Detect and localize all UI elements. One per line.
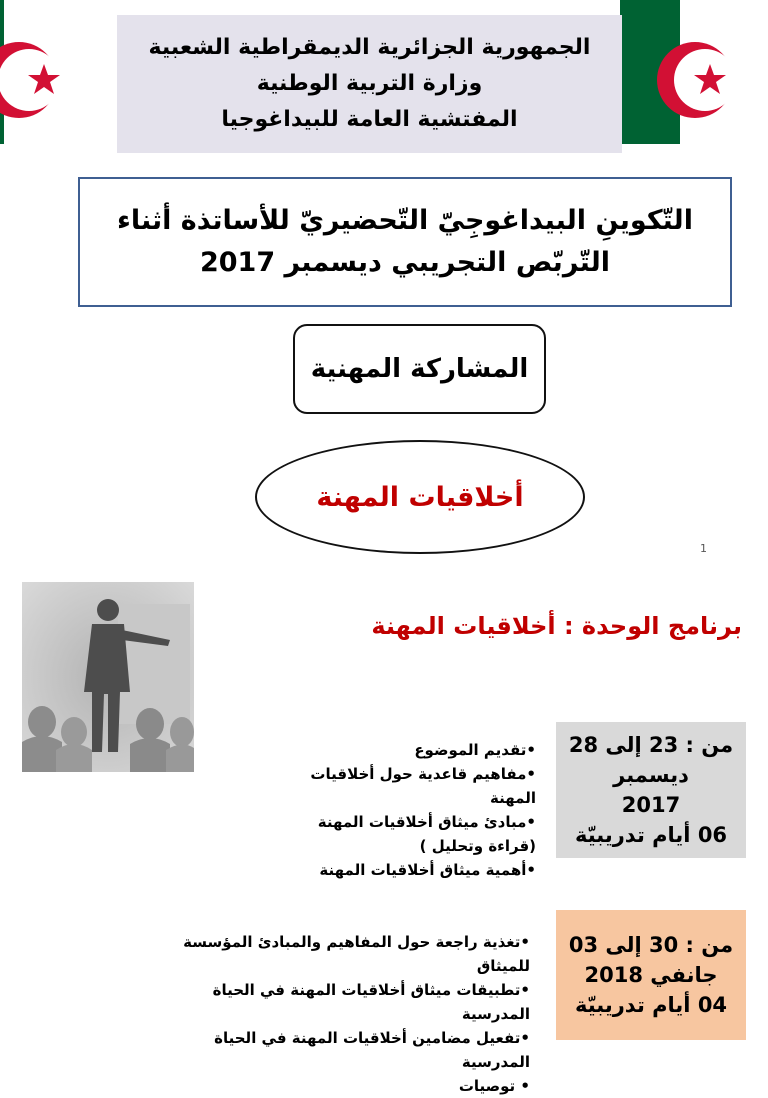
list-item: •تقديم الموضوع [414, 741, 536, 759]
session-1-month: ديسمبر [613, 763, 689, 787]
list-item: •تطبيقات ميثاق أخلاقيات المهنة في الحياة المدرسية [212, 981, 530, 1023]
algeria-flag-left [0, 0, 64, 144]
page-number: 1 [700, 542, 707, 555]
list-item: •تغذية راجعة حول المفاهيم والمبادئ المؤسسة للميثاق [183, 933, 530, 975]
unit-program-title: برنامج الوحدة : أخلاقيات المهنة [371, 612, 742, 640]
list-item: • توصيات [458, 1077, 530, 1095]
professional-participation-box: المشاركة المهنية [293, 324, 546, 414]
algeria-flag-right [620, 0, 740, 144]
title-line-2: التّربّص التجريبي ديسمبر 2017 [199, 247, 611, 278]
session-2-month-year: جانفي 2018 [584, 963, 718, 987]
presenter-image [22, 582, 194, 772]
header-line-ministry: وزارة التربية الوطنية [256, 71, 483, 96]
training-title-box [78, 177, 732, 307]
session-1-topics [300, 738, 536, 882]
list-item: •تفعيل مضامين أخلاقيات المهنة في الحياة المدرسية [214, 1029, 530, 1071]
session-1-year: 2017 [621, 793, 681, 817]
session-2-date-range: من : 30 إلى 03 [568, 933, 734, 957]
session-2-duration: 04 أيام تدريبيّة [574, 993, 728, 1017]
session-2-date-box [556, 910, 746, 1040]
ethics-ellipse: أخلاقيات المهنة [255, 440, 585, 554]
session-2-topics [150, 930, 530, 1098]
title-line-1: التّكوينِ البيداغوجِيّ التّحضيريّ للأساتذة أثناء [117, 205, 693, 236]
session-1-date-range: من : 23 إلى 28 [568, 733, 734, 757]
session-1-duration: 06 أيام تدريبيّة [574, 823, 728, 847]
list-item: •مفاهيم قاعدية حول أخلاقيات المهنة [310, 765, 536, 807]
list-item: •أهمية ميثاق أخلاقيات المهنة [319, 861, 536, 879]
list-item: •مبادئ ميثاق أخلاقيات المهنة (قراءة وتحليل ) [317, 813, 536, 855]
session-1-date-box [556, 722, 746, 858]
ministry-header [117, 15, 622, 153]
header-line-inspectorate: المفتشية العامة للبيداغوجيا [221, 107, 518, 132]
header-line-republic: الجمهورية الجزائرية الديمقراطية الشعبية [148, 35, 591, 60]
